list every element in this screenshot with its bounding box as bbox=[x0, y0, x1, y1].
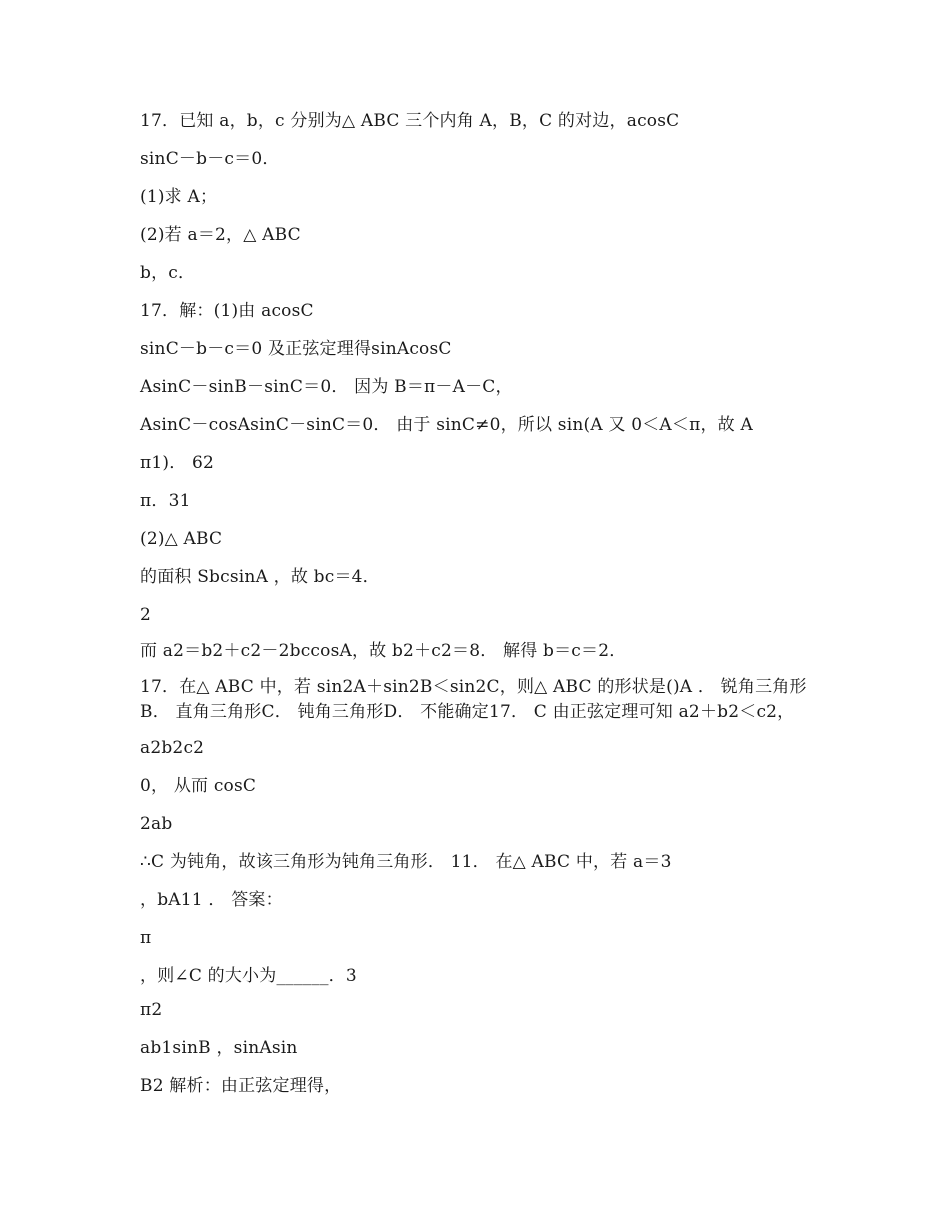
text-line: AsinC－cosAsinC－sinC＝0． 由于 sinC≠0，所以 sin(A 又 0＜A＜π，故 A bbox=[140, 415, 753, 435]
text-line: AsinC－sinB－sinC＝0． 因为 B＝π－A－C， bbox=[140, 377, 513, 397]
text-line: 0， 从而 cosC bbox=[140, 776, 257, 796]
text-line: π．31 bbox=[140, 491, 191, 511]
text-line: 2 bbox=[140, 605, 152, 625]
text-line: 17．已知 a，b，c 分别为△ ABC 三个内角 A，B，C 的对边，acosC bbox=[140, 111, 680, 131]
text-line: 2ab bbox=[140, 814, 173, 834]
text-line: ab1sinB ，sinAsin bbox=[140, 1038, 298, 1058]
text-line: (2)△ ABC bbox=[140, 529, 223, 549]
text-line: π bbox=[140, 928, 152, 948]
text-line: a2b2c2 bbox=[140, 738, 205, 758]
text-line: 的面积 SbcsinA ，故 bc＝4． bbox=[140, 567, 380, 587]
text-line: (1)求 A； bbox=[140, 187, 218, 207]
text-line: ，bA11 ． 答案： bbox=[140, 890, 283, 910]
text-line: sinC－b－c＝0． bbox=[140, 149, 280, 169]
text-paragraph: 17．在△ ABC 中，若 sin2A＋sin2B＜sin2C，则△ ABC 的形状是()A ． 锐角三角形B． 直角三角形C． 钝角三角形D． 不能确定17． C 由正弦定理可知 a2＋b2＜c2， bbox=[140, 677, 807, 722]
text-line: 17．解：(1)由 acosC bbox=[140, 301, 314, 321]
text-line: (2)若 a＝2，△ ABC bbox=[140, 225, 301, 245]
text-line: sinC－b－c＝0 及正弦定理得sinAcosC bbox=[140, 339, 452, 359]
text-line: 而 a2＝b2＋c2－2bccosA，故 b2＋c2＝8． 解得 b＝c＝2． bbox=[140, 641, 627, 661]
text-line: B2 解析：由正弦定理得， bbox=[140, 1076, 342, 1096]
text-line: ，则∠C 的大小为______．3 bbox=[140, 966, 357, 986]
text-line: b，c． bbox=[140, 263, 196, 283]
text-line: π2 bbox=[140, 1000, 163, 1020]
text-line: π1)． 62 bbox=[140, 453, 215, 473]
text-line: ∴C 为钝角，故该三角形为钝角三角形． 11． 在△ ABC 中，若 a＝3 bbox=[140, 852, 672, 872]
